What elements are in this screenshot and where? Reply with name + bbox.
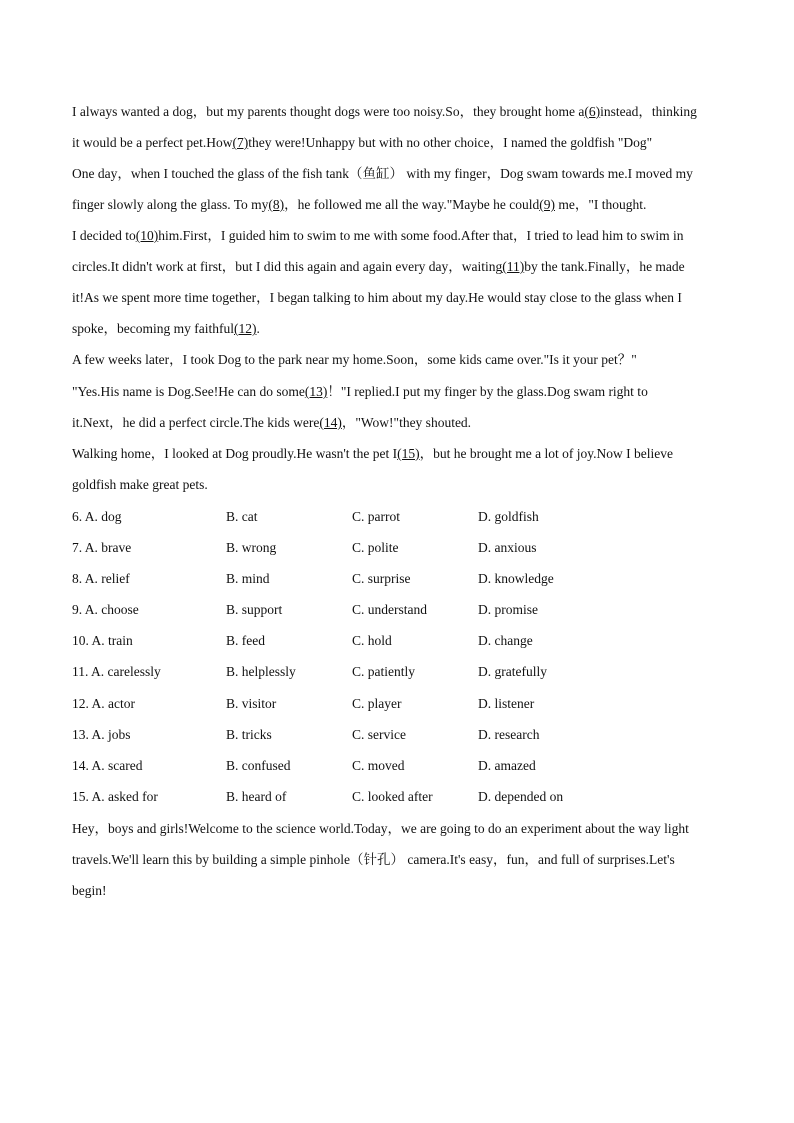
option-c: C. hold — [352, 633, 392, 648]
option-a: 11. A. carelessly — [72, 664, 161, 679]
text: finger slowly along the glass. To my — [72, 197, 269, 212]
question-row — [72, 725, 712, 745]
option-a: 10. A. train — [72, 633, 133, 648]
text: they were!Unhappy but with no other choice，I named the goldfish "Dog" — [248, 135, 653, 150]
option-d: D. knowledge — [478, 571, 554, 586]
text: ，"Wow!"they shouted. — [341, 415, 472, 430]
text: . — [256, 321, 260, 336]
text: Hey，boys and girls!Welcome to the science world.Today，we are going to do an experiment about the way light — [72, 821, 689, 836]
text: circles.It didn't work at first，but I did this again and again every day，waiting — [72, 259, 503, 274]
passage-line — [72, 819, 689, 839]
blank-13: (13) — [304, 384, 328, 399]
option-c: C. moved — [352, 758, 405, 773]
passage-line — [72, 850, 675, 870]
text: ，he followed me all the way."Maybe he could — [284, 197, 540, 212]
text: I decided to — [72, 228, 136, 243]
option-d: D. gratefully — [478, 664, 547, 679]
option-c: C. service — [352, 727, 406, 742]
option-d: D. change — [478, 633, 533, 648]
option-d: D. amazed — [478, 758, 536, 773]
text: One day，when I touched the glass of the fish tank（鱼缸） with my finger，Dog swam towards me.I moved my — [72, 166, 693, 181]
option-a: 15. A. asked for — [72, 789, 158, 804]
option-c: C. patiently — [352, 664, 415, 679]
option-d: D. research — [478, 727, 540, 742]
passage-line — [72, 350, 637, 370]
text: Walking home，I looked at Dog proudly.He wasn't the pet I — [72, 446, 398, 461]
text: goldfish make great pets. — [72, 477, 208, 492]
option-d: D. depended on — [478, 789, 564, 804]
passage-line — [72, 102, 697, 122]
question-row — [72, 756, 712, 776]
question-row — [72, 631, 712, 651]
blank-9: (9) — [539, 197, 555, 212]
option-c: C. player — [352, 696, 402, 711]
option-b: B. heard of — [226, 789, 287, 804]
blank-6: (6) — [584, 104, 601, 119]
option-c: C. parrot — [352, 509, 400, 524]
option-c: C. surprise — [352, 571, 411, 586]
option-b: B. visitor — [226, 696, 277, 711]
question-row — [72, 662, 712, 682]
question-row — [72, 600, 712, 620]
option-b: B. mind — [226, 571, 270, 586]
option-b: B. wrong — [226, 540, 277, 555]
passage-line — [72, 444, 673, 464]
option-a: 7. A. brave — [72, 540, 132, 555]
passage-line — [72, 195, 646, 215]
option-c: C. polite — [352, 540, 399, 555]
option-b: B. feed — [226, 633, 265, 648]
text: him.First，I guided him to swim to me with some food.After that，I tried to lead him to swim in — [158, 228, 684, 243]
option-c: C. looked after — [352, 789, 433, 804]
option-b: B. confused — [226, 758, 291, 773]
text: "Yes.His name is Dog.See!He can do some — [72, 384, 305, 399]
option-b: B. cat — [226, 509, 258, 524]
option-b: B. helplessly — [226, 664, 296, 679]
text: instead，thinking — [600, 104, 697, 119]
passage-line — [72, 319, 260, 339]
question-row — [72, 538, 712, 558]
option-a: 9. A. choose — [72, 602, 139, 617]
text: travels.We'll learn this by building a simple pinhole（针孔） camera.It's easy，fun，and full of surprises.Let's — [72, 852, 675, 867]
blank-10: (10) — [135, 228, 159, 243]
question-row — [72, 569, 712, 589]
blank-15: (15) — [397, 446, 420, 461]
option-d: D. listener — [478, 696, 535, 711]
passage-line — [72, 413, 471, 433]
option-d: D. promise — [478, 602, 538, 617]
text: it would be a perfect pet.How — [72, 135, 233, 150]
text: A few weeks later，I took Dog to the park near my home.Soon，some kids came over."Is it your pet？" — [72, 352, 637, 367]
passage-line — [72, 382, 648, 402]
blank-14: (14) — [319, 415, 342, 430]
passage-line — [72, 257, 685, 277]
option-a: 14. A. scared — [72, 758, 143, 773]
question-row — [72, 694, 712, 714]
option-d: D. goldfish — [478, 509, 539, 524]
passage-line — [72, 226, 684, 246]
text: ，but he brought me a lot of joy.Now I believe — [419, 446, 673, 461]
text: it!As we spent more time together，I began talking to him about my day.He would stay close to the glass when I — [72, 290, 682, 305]
option-a: 8. A. relief — [72, 571, 130, 586]
text: spoke，becoming my faithful — [72, 321, 234, 336]
text: I always wanted a dog，but my parents thought dogs were too noisy.So，they brought home a — [72, 104, 585, 119]
option-a: 13. A. jobs — [72, 727, 131, 742]
blank-8: (8) — [268, 197, 285, 212]
option-d: D. anxious — [478, 540, 537, 555]
text: begin! — [72, 883, 107, 898]
option-b: B. support — [226, 602, 283, 617]
passage-line — [72, 881, 107, 901]
question-row — [72, 787, 712, 807]
option-b: B. tricks — [226, 727, 272, 742]
passage-line — [72, 475, 208, 495]
blank-7: (7) — [232, 135, 249, 150]
text: by the tank.Finally，he made — [524, 259, 685, 274]
question-row — [72, 507, 712, 527]
blank-11: (11) — [502, 259, 525, 274]
option-c: C. understand — [352, 602, 427, 617]
text: it.Next，he did a perfect circle.The kids were — [72, 415, 320, 430]
passage-line — [72, 288, 682, 308]
blank-12: (12) — [233, 321, 257, 336]
passage-line — [72, 164, 693, 184]
text: me，"I thought. — [554, 197, 647, 212]
option-a: 6. A. dog — [72, 509, 122, 524]
text: ！"I replied.I put my finger by the glass.Dog swam right to — [327, 384, 648, 399]
option-a: 12. A. actor — [72, 696, 135, 711]
passage-line — [72, 133, 652, 153]
